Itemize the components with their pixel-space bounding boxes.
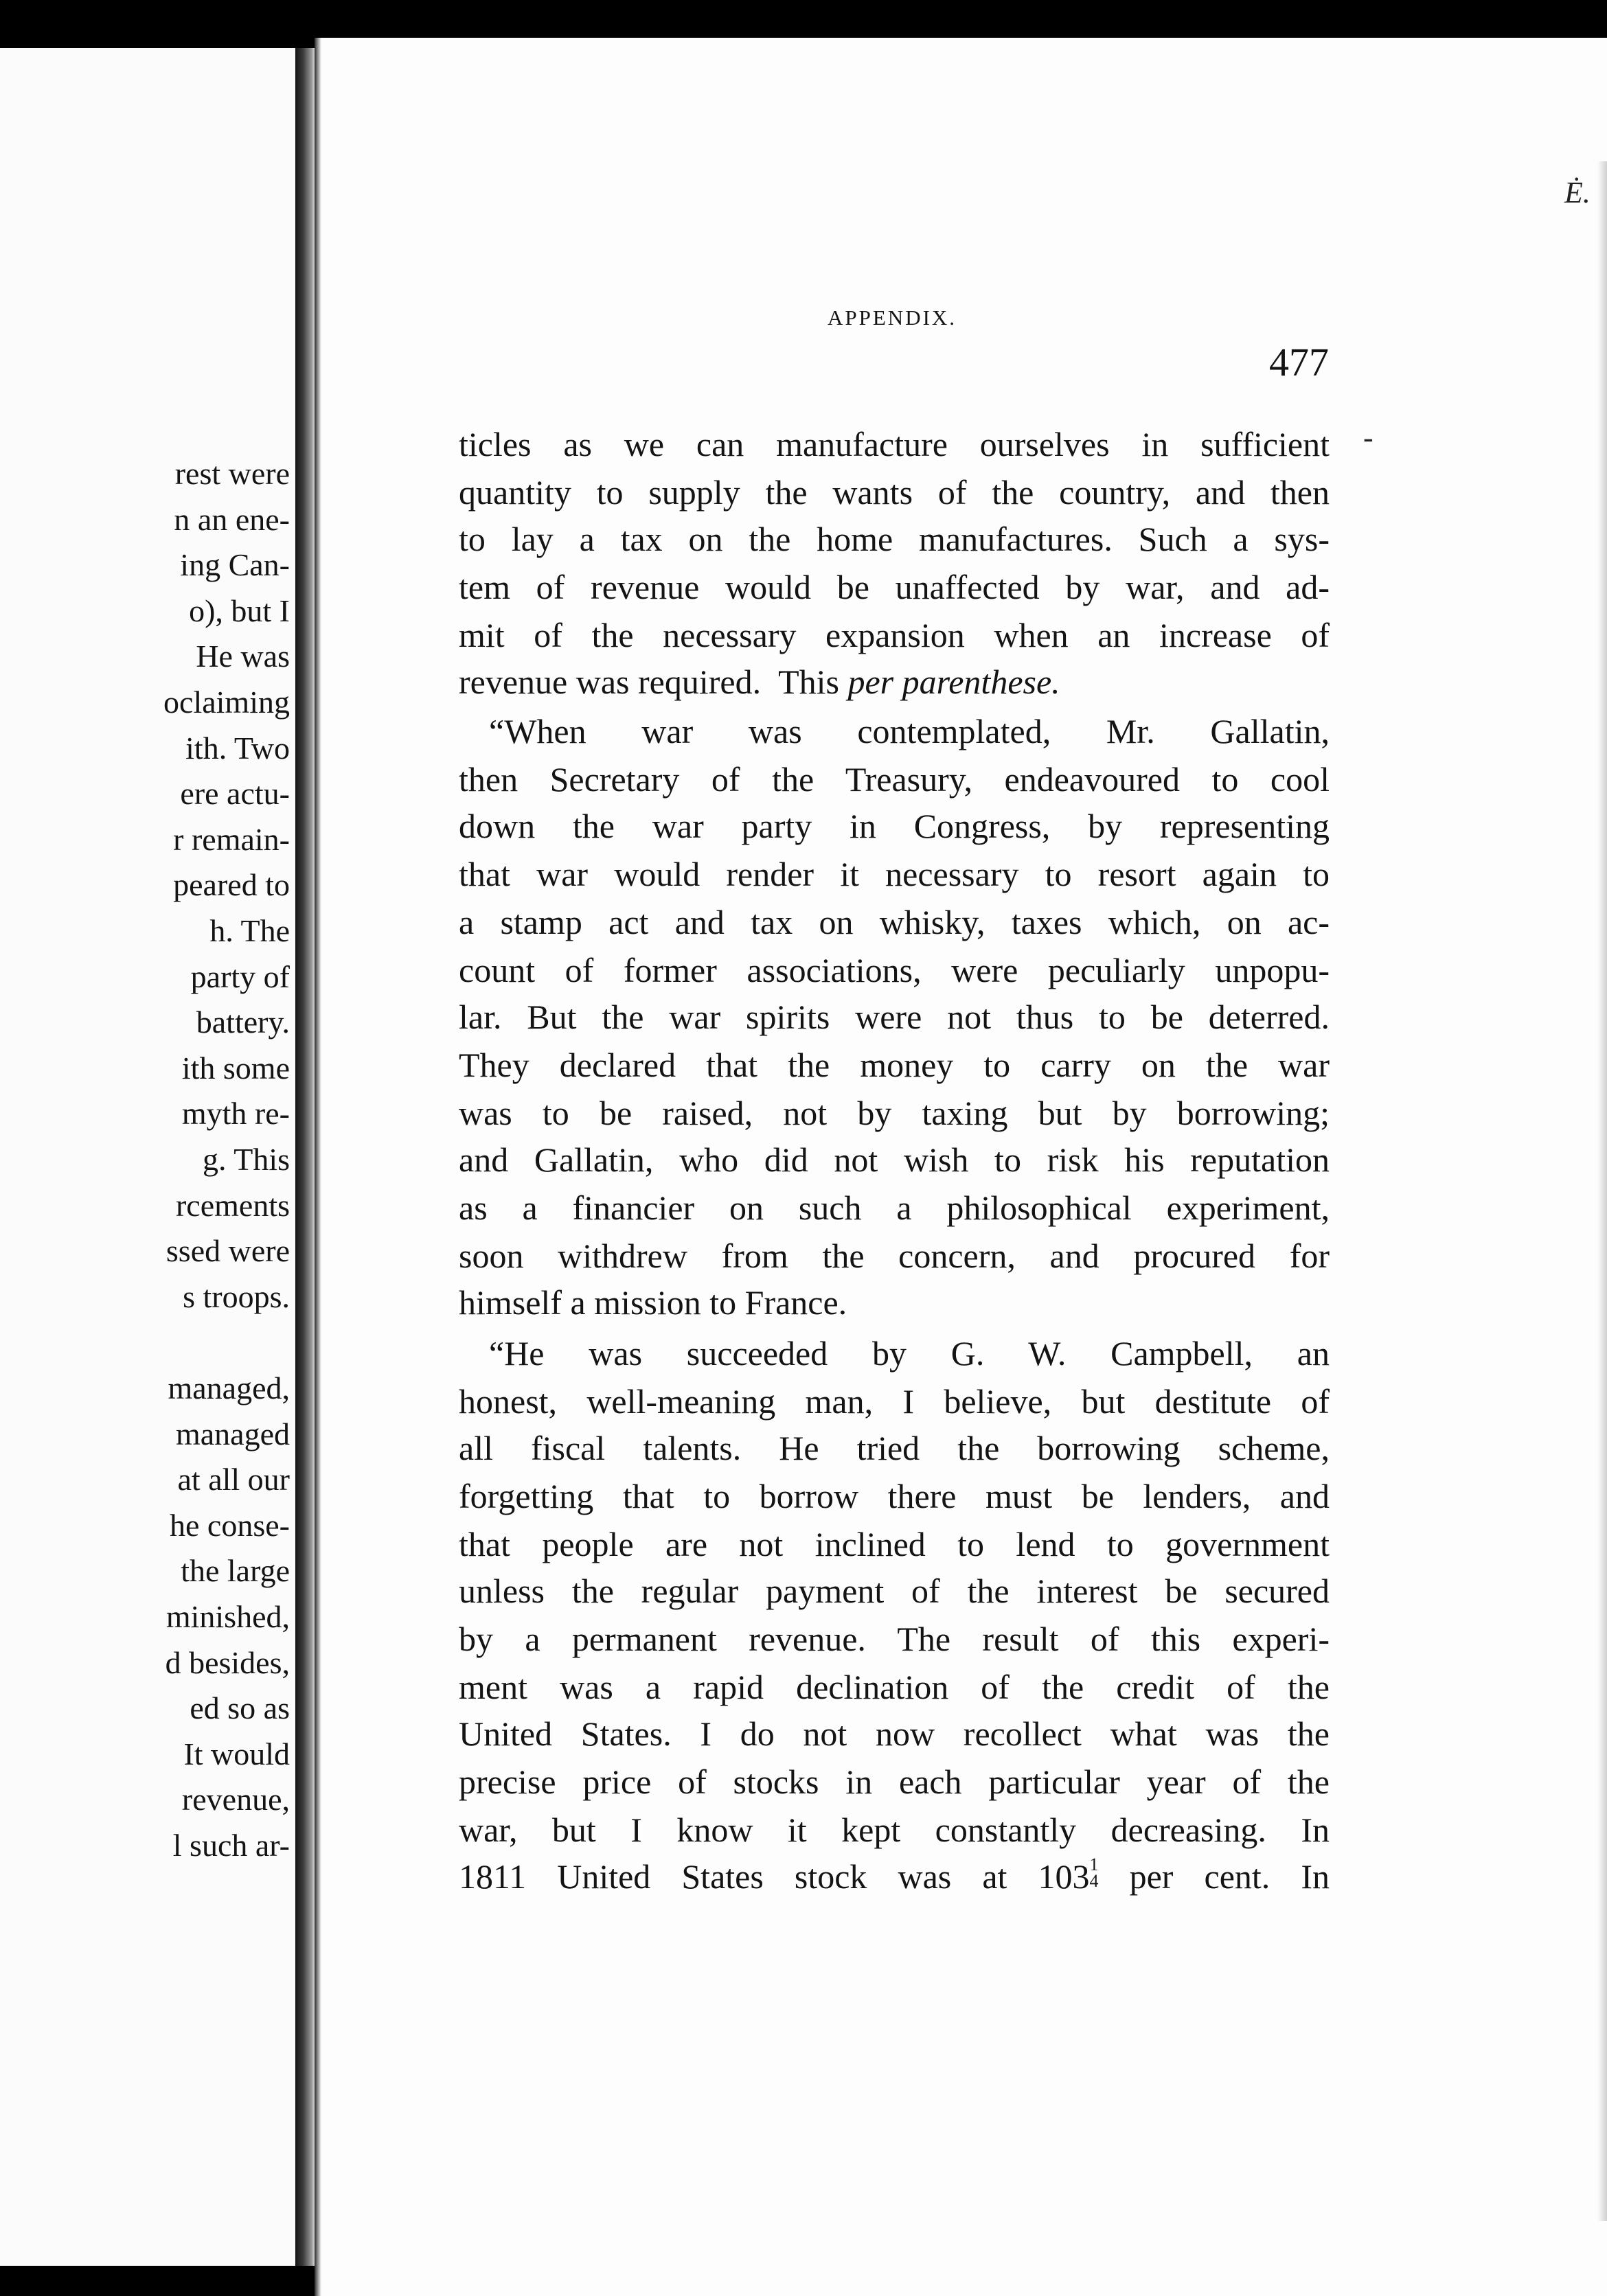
left-page-line: ssed were [166,1233,290,1269]
left-page-line: It would [183,1736,290,1771]
left-page-line: o), but I [189,593,290,628]
text-segment: per cent. In [1129,1857,1330,1896]
text-segment: revenue was required. [459,663,762,701]
text-line: was to be raised, not by taxing but by borrowing; [459,1094,1330,1132]
left-page-line: l such ar- [172,1828,290,1863]
text-line: ment was a rapid declination of the credit of the [459,1668,1330,1706]
running-head: APPENDIX. [828,306,957,330]
text-line: lar. But the war spirits were not thus to be deterred. [459,998,1330,1036]
text-line [459,658,1330,706]
left-page-line: h. The [209,913,290,948]
left-page-line: He was [196,639,290,674]
text-line: then Secretary of the Treasury, endeavoured to cool [459,760,1330,799]
left-page-line: r remain- [173,821,290,857]
left-page-line: s troops. [183,1278,290,1314]
left-page-line: myth re- [181,1096,290,1132]
left-page-line: d besides, [165,1644,290,1680]
page-edge [1597,161,1607,2221]
left-page-line: n an ene- [174,501,290,537]
text-line: war, but I know it kept constantly decreasing. In [459,1811,1330,1849]
text-line: honest, well-meaning man, I believe, but destitute of [459,1382,1330,1421]
text-line [459,1852,1330,1901]
left-page-line: the large [181,1553,290,1589]
text-line: count of former associations, were peculiarly unpopu- [459,951,1330,989]
left-page-line: minished, [166,1599,290,1634]
text-line: to lay a tax on the home manufactures. Such a sys- [459,520,1330,558]
margin-mark: Ė. [1564,176,1591,209]
left-page-line: ith. Two [185,730,290,766]
left-page-line: rest were [174,456,290,491]
text-line: that war would render it necessary to resort again to [459,855,1330,893]
text-line: ticles as we can manufacture ourselves in sufficient [459,425,1330,463]
text-line: all fiscal talents. He tried the borrowing scheme, [459,1429,1330,1467]
text-line: forgetting that to borrow there must be lenders, and [459,1477,1330,1515]
book-spine-shadow [295,48,315,2266]
left-page [0,48,295,2266]
text-segment: This [778,663,839,701]
text-line: and Gallatin, who did not wish to risk his reputation [459,1140,1330,1179]
left-page-line: peared to [173,867,290,903]
left-page-line: at all our [177,1462,290,1497]
text-line: precise price of stocks in each particular year of the [459,1763,1330,1801]
left-page-line: battery. [196,1004,290,1040]
fraction-denominator: 4 [1089,1871,1099,1891]
text-line: a stamp act and tax on whisky, taxes which, on ac- [459,903,1330,941]
text-line: soon withdrew from the concern, and procured for [459,1237,1330,1275]
left-page-line: managed [175,1416,290,1451]
left-page-line: he conse- [170,1507,290,1543]
text-line: tem of revenue would be unaffected by war, and ad- [459,568,1330,606]
text-line: by a permanent revenue. The result of this experi- [459,1620,1330,1658]
italic-phrase: per parenthese. [847,663,1060,701]
text-line: as a financier on such a philosophical experiment, [459,1189,1330,1227]
left-page-line: ere actu- [180,776,290,812]
fraction-numerator: 1 [1089,1855,1099,1874]
left-page-line: ith some [181,1050,290,1086]
text-line: United States. I do not now recollect what was the [459,1714,1330,1753]
gutter-shadow [315,38,321,2296]
text-line: They declared that the money to carry on the war [459,1046,1330,1084]
text-line: that people are not inclined to lend to government [459,1525,1330,1563]
page-number: 477 [1269,340,1329,384]
margin-mark: - [1363,421,1374,455]
left-page-line: party of [190,958,290,994]
left-page-line: rcements [175,1187,290,1223]
text-line: down the war party in Congress, by representing [459,807,1330,845]
left-page-line: managed, [168,1370,290,1405]
text-segment: 1811 United States stock was at 103 [459,1857,1090,1896]
text-line: unless the regular payment of the interest be secured [459,1572,1330,1610]
text-line: quantity to supply the wants of the country, and then [459,473,1330,512]
text-line: himself a mission to France. [459,1283,847,1322]
fraction [1090,1857,1099,1890]
text-line: “He was succeeded by G. W. Campbell, an [489,1334,1330,1373]
left-page-line: g. This [203,1142,290,1177]
text-line: “When war was contemplated, Mr. Gallatin, [489,712,1330,750]
left-page-line: revenue, [181,1782,290,1817]
left-page-line: ed so as [190,1690,290,1726]
text-line: mit of the necessary expansion when an increase of [459,616,1330,654]
left-page-line: ing Can- [180,547,290,583]
left-page-line: oclaiming [163,685,290,720]
